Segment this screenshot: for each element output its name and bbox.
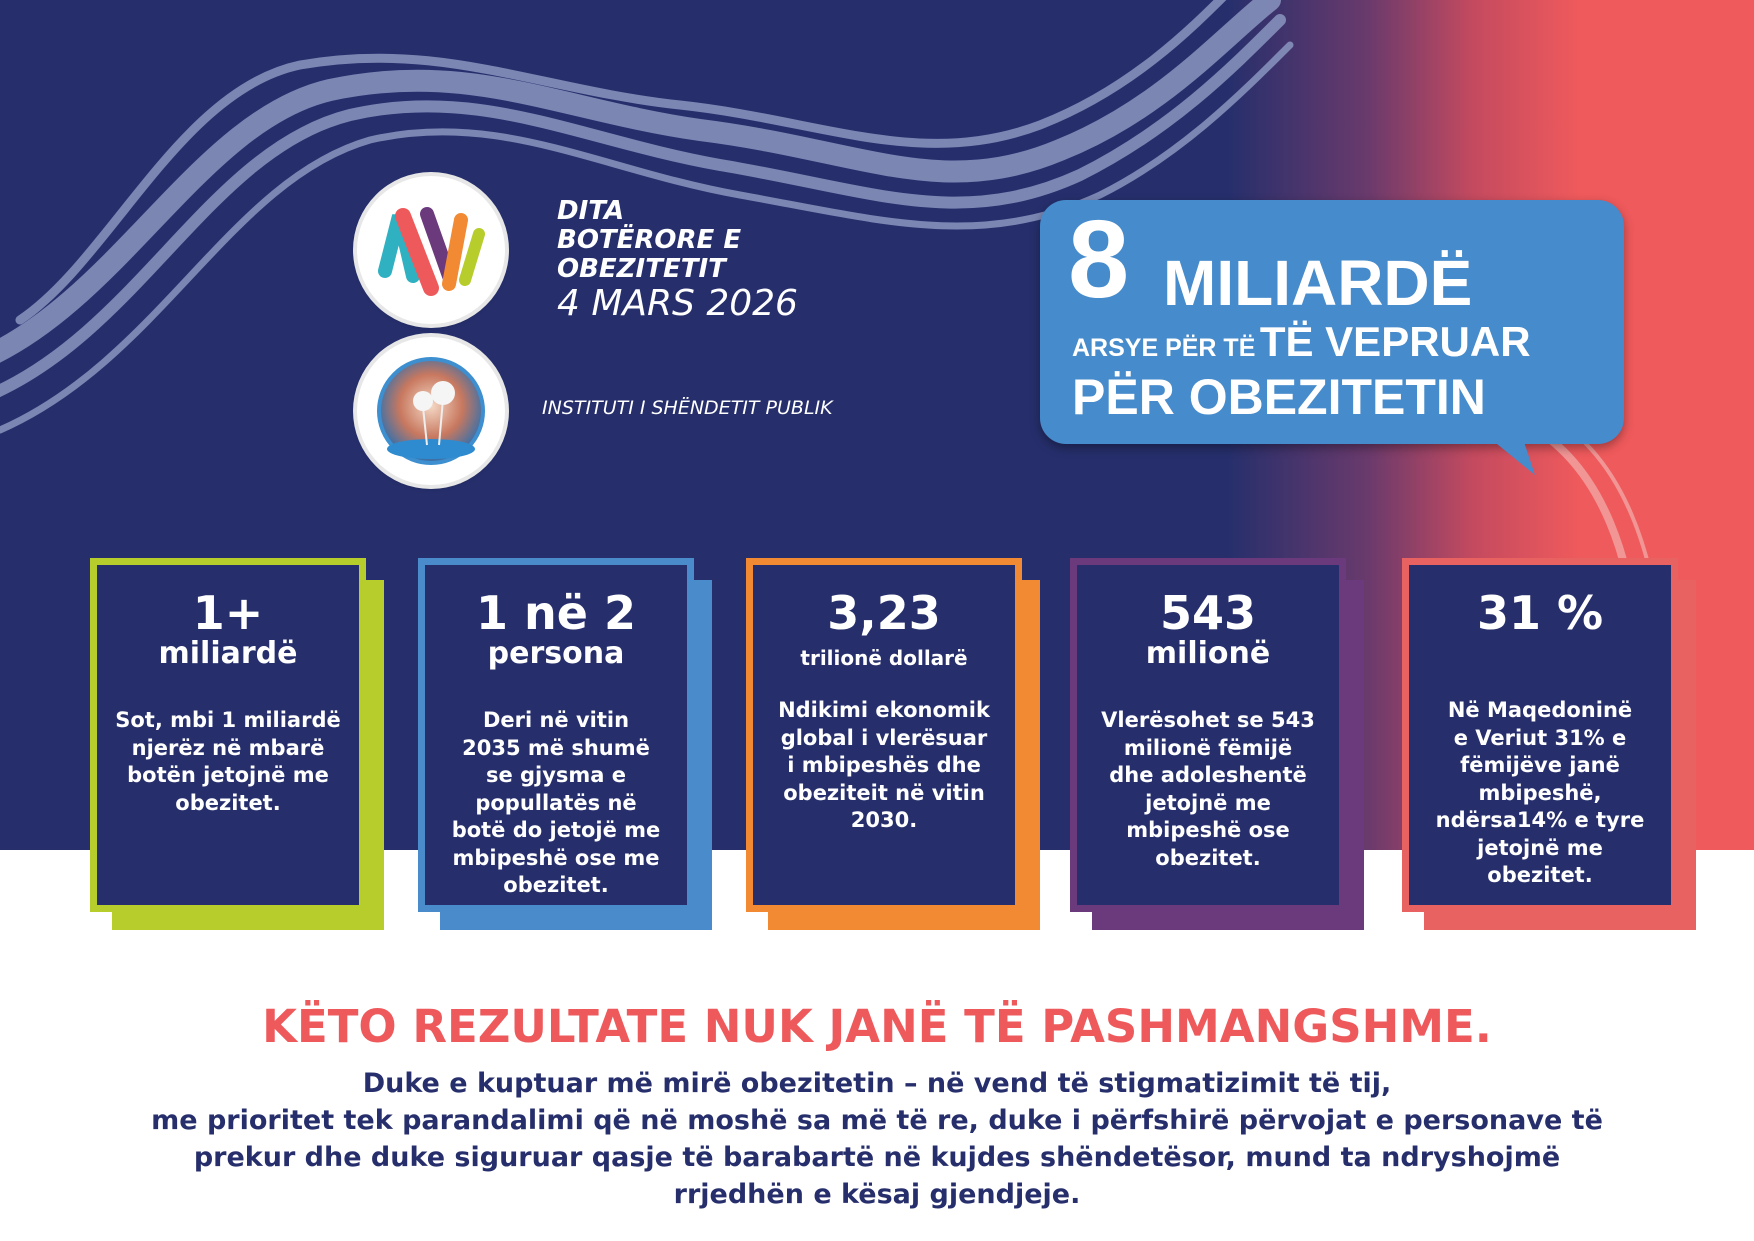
card-unit: trilionë dollarë	[800, 646, 968, 670]
card-description	[113, 707, 343, 817]
event-title-line: DITA	[557, 196, 625, 226]
card-unit: persona	[487, 636, 625, 671]
card-description-line: obezitet.	[503, 873, 609, 897]
card-description	[441, 707, 671, 900]
card-unit: milionë	[1145, 636, 1271, 671]
card-description-line: global i vlerësuar	[780, 725, 988, 750]
card-box	[1070, 558, 1346, 912]
card-description-line: jetojnë me	[1145, 790, 1271, 815]
card-description-line: mbipeshë ose	[1126, 818, 1290, 842]
callout-number: 8	[1068, 198, 1130, 321]
card-number: 1+	[192, 586, 264, 640]
card-description-line: fëmijëve janë	[1460, 753, 1620, 777]
card-description	[1093, 707, 1323, 872]
event-title	[557, 197, 741, 284]
card-box	[746, 558, 1022, 912]
body-line: rrjedhën e kësaj gjendjeje.	[673, 1179, 1081, 1210]
body-line: prekur dhe duke siguruar qasje të barabartë në kujdes shëndetësor, mund ta ndryshojmë	[193, 1142, 1561, 1173]
event-date: 4 MARS 2026	[557, 283, 798, 324]
card-description-line: e Veriut 31% e	[1453, 725, 1627, 750]
callout-for-obesity: PËR OBEZITETIN	[1072, 369, 1486, 425]
card-number: 543	[1159, 586, 1257, 640]
card-description-line: i mbipeshës dhe	[787, 753, 981, 777]
callout-unit: MILIARDË	[1163, 247, 1473, 319]
callout-reasons-small: ARSYE PËR TË	[1072, 334, 1256, 362]
card-description-line: Sot, mbi 1 miliardë	[115, 708, 341, 732]
world-obesity-day-logo	[357, 176, 505, 324]
card-description-line: Deri në vitin	[482, 708, 630, 732]
world-obesity-logo-icon	[357, 176, 505, 324]
card-box	[418, 558, 694, 912]
card-description-line: obezitet.	[1155, 845, 1261, 870]
card-box	[1402, 558, 1678, 912]
card-description	[769, 697, 999, 835]
public-health-institute-logo	[357, 337, 505, 485]
card-description-line: dhe adoleshentë	[1109, 763, 1307, 787]
card-description-line: Në Maqedoninë	[1447, 698, 1633, 722]
card-description-line: ndërsa14% e tyre	[1435, 808, 1645, 832]
body-line: me prioritet tek parandalimi që në moshë sa më të re, duke i përfshirë përvojat e personave të	[151, 1105, 1603, 1136]
institute-name: INSTITUTI I SHËNDETIT PUBLIK	[542, 397, 833, 419]
card-description-line: Vlerësohet se 543	[1101, 708, 1315, 732]
card-description-line: obezitet.	[1487, 863, 1593, 887]
card-description-line: obezitet.	[175, 790, 281, 815]
card-box	[90, 558, 366, 912]
card-description-line: mbipeshë ose me	[452, 845, 660, 870]
card-description-line: mbipeshë,	[1478, 780, 1602, 805]
card-description	[1425, 697, 1655, 890]
callout-tail-icon	[1480, 430, 1540, 480]
card-description-line: popullatës në	[475, 790, 637, 815]
card-description-line: se gjysma e	[485, 763, 627, 787]
card-unit: miliardë	[158, 636, 298, 671]
card-description-line: 2035 më shumë	[462, 735, 650, 760]
card-number: 1 në 2	[476, 586, 636, 640]
card-description-line: jetojnë me	[1477, 835, 1603, 860]
card-description-line: milionë fëmijë	[1123, 735, 1293, 760]
card-description-line: botë do jetojë me	[451, 818, 661, 842]
card-description-line: botën jetojnë me	[127, 763, 329, 787]
event-title-line: OBEZITETIT	[557, 254, 726, 284]
callout-reasons-big: TË VEPRUAR	[1259, 318, 1531, 365]
body-text	[60, 1065, 1694, 1213]
card-number: 31 %	[1476, 586, 1604, 640]
callout-reasons	[1072, 318, 1531, 366]
body-line: Duke e kuptuar më mirë obezitetin – në vend të stigmatizimit të tij,	[362, 1068, 1392, 1099]
card-description-line: njerëz në mbarë	[131, 735, 325, 760]
headline: KËTO REZULTATE NUK JANË TË PASHMANGSHME.	[262, 1000, 1492, 1053]
event-title-line: BOTËRORE E	[557, 225, 742, 255]
card-description-line: obeziteit në vitin	[783, 780, 985, 805]
dandelion-globe-icon	[357, 337, 505, 485]
card-description-line: 2030.	[850, 808, 918, 832]
card-number: 3,23	[827, 586, 941, 640]
card-description-line: Ndikimi ekonomik	[778, 698, 990, 722]
